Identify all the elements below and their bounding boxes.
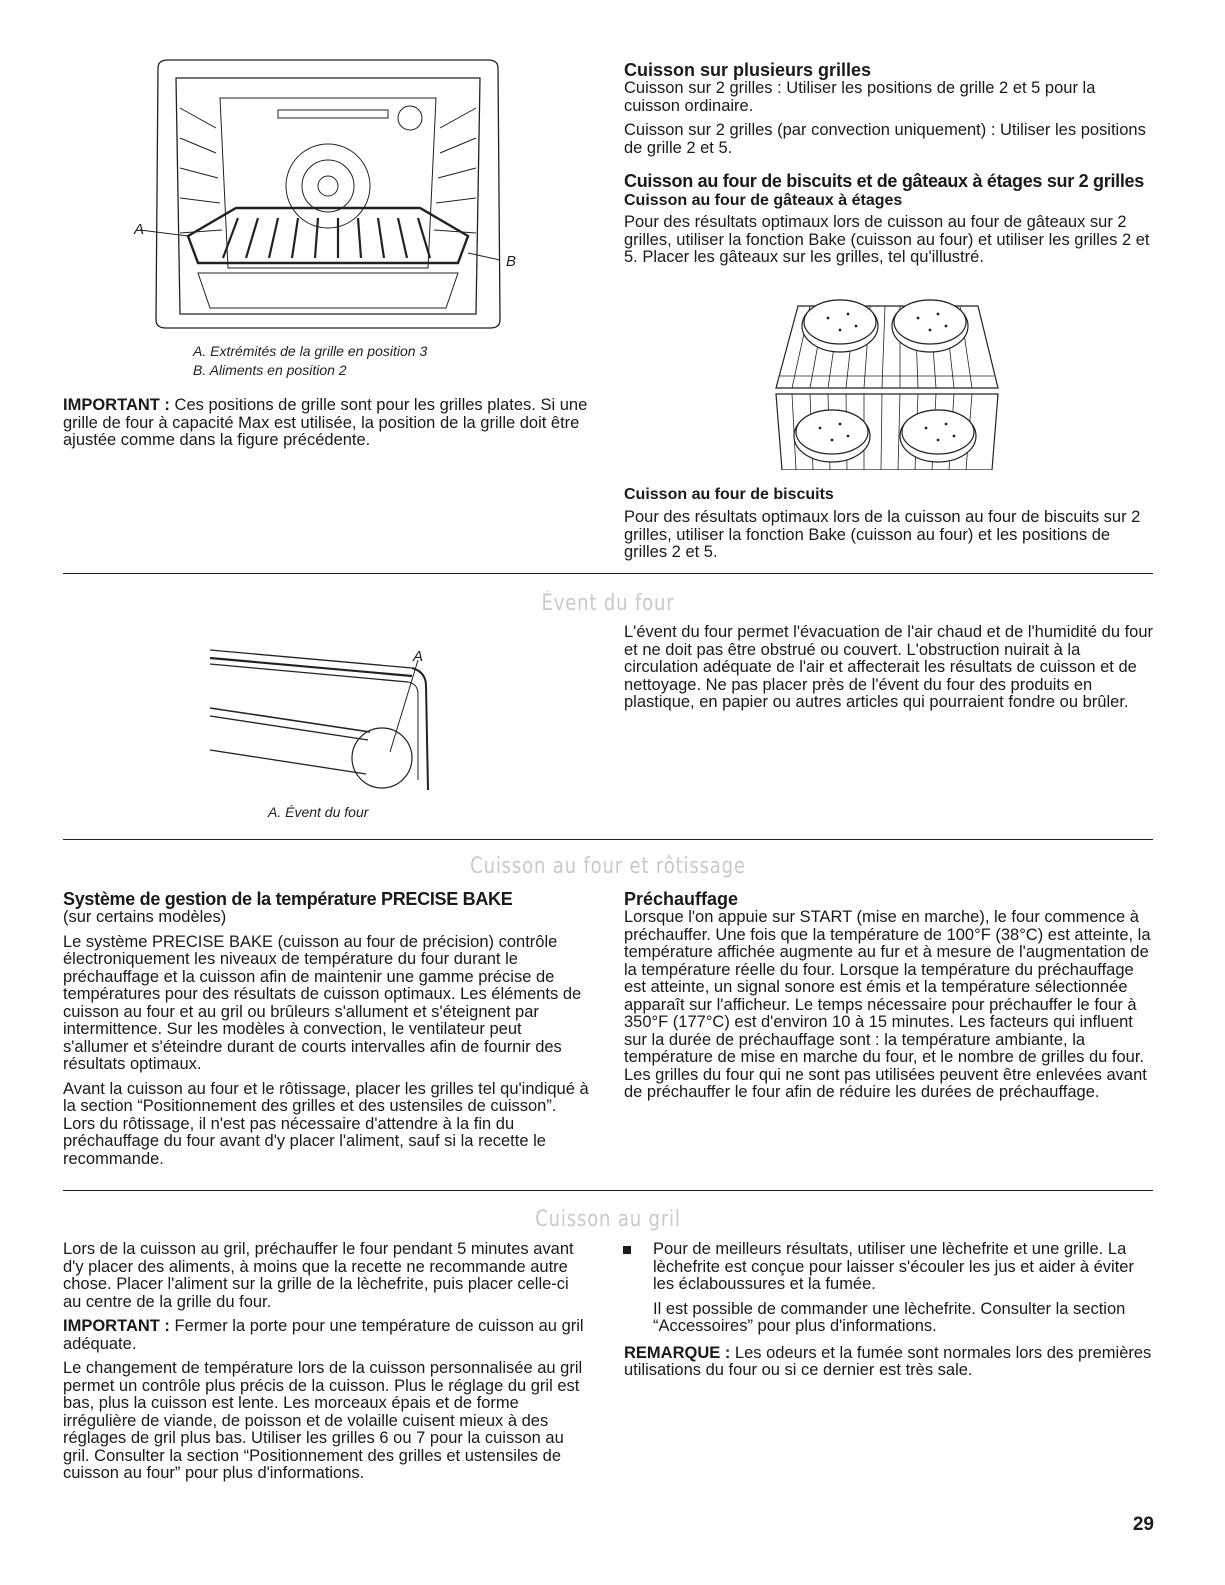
- vent-figure-label-a: A: [413, 648, 424, 665]
- oven-figure-caption-a: A. Extrémités de la grille en position 3: [193, 343, 428, 359]
- divider: [63, 573, 1153, 574]
- multi-rack-p2: Cuisson sur 2 grilles (par convection uniquement) : Utiliser les positions de grille 2 et 5.: [624, 121, 1146, 157]
- preheat-title: Préchauffage: [624, 889, 739, 909]
- broil-right-column: [619, 1241, 1154, 1380]
- broil-p1: Lors de la cuisson au gril, préchauffer le four pendant 5 minutes avant d'y placer des aliments, à moins que la recette ne recommande autre chose. Placer l'aliment sur la grille de la lèchefrite, puis placer celle-ci au centre de la grille du four.: [63, 1240, 574, 1311]
- precise-bake-section: [63, 889, 591, 1168]
- broil-bullet-item: [619, 1241, 1154, 1336]
- divider: [63, 1190, 1153, 1191]
- oven-rack-illustration: [128, 58, 528, 343]
- cookies-section: [624, 485, 1154, 562]
- broil-left-column: [63, 1241, 591, 1483]
- cookies-cakes-title: Cuisson au four de biscuits et de gâteaux à étages sur 2 grilles: [624, 171, 1144, 191]
- bullet-square-icon: [623, 1246, 631, 1254]
- oven-figure-caption-b: B. Aliments en position 2: [193, 362, 347, 378]
- cakes-racks-illustration: [770, 298, 1005, 470]
- baking-section-title: Cuisson au four et rôtissage: [470, 854, 746, 879]
- cakes-subtitle: Cuisson au four de gâteaux à étages: [624, 192, 903, 209]
- figure-label-b: B: [506, 253, 517, 270]
- multi-rack-section: [624, 60, 1154, 267]
- broil-remark-text: Les odeurs et la fumée sont normales lors des premières utilisations du four ou si ce dernier est très sale.: [624, 1343, 1152, 1379]
- cakes-text: Pour des résultats optimaux lors de cuisson au four de gâteaux sur 2 grilles, utiliser la fonction Bake (cuisson au four) et utiliser les grilles 2 et 5. Placer les gâteaux sur les grilles, tel qu'illustré.: [624, 213, 1150, 266]
- figure-label-a: A: [134, 221, 145, 238]
- broil-remark: [619, 1345, 1154, 1380]
- preheat-section: [624, 889, 1154, 1102]
- broil-remark-label: REMARQUE :: [624, 1343, 731, 1362]
- cookies-subtitle: Cuisson au four de biscuits: [624, 486, 834, 503]
- preheat-text: Lorsque l'on appuie sur START (mise en marche), le four commence à préchauffer. Une fois que la température de 100°F (38°C) est atteinte, la température affichée augmente au fur et à mesure de l'augmentation de la température réelle du four. Lorsque la température du préchauffage est atteinte, un signal sonore est émis et la température sélectionnée apparaît sur l'afficheur. Le temps nécessaire pour préchauffer le four à 350°F (177°C) est d'environ 10 à 15 minutes. Les facteurs qui influent sur la durée de préchauffage sont : la température ambiante, la température de mise en marche du four, et le nombre de grilles du four. Les grilles du four qui ne sont pas utilisées peuvent être enlevées avant de préchauffer le four afin de réduire les durées de préchauffage.: [624, 908, 1151, 1101]
- broil-section-title: Cuisson au gril: [535, 1207, 681, 1232]
- broil-p3: Le changement de température lors de la cuisson personnalisée au gril permet un contrôle plus précis de la cuisson. Plus le réglage du gril est bas, plus la cuisson est lente. Les morceaux épais et de forme irrégulière de viande, de poisson et de volaille cuisent mieux à des réglages de gril plus bas. Utiliser les grilles 6 ou 7 pour la cuisson au gril. Consulter la section “Positionnement des grilles et ustensiles de cuisson au four” pour plus d'informations.: [63, 1359, 583, 1482]
- important-label: IMPORTANT :: [63, 396, 170, 414]
- precise-bake-title: Système de gestion de la température PRECISE BAKE: [63, 889, 513, 909]
- broil-bullet-text: Pour de meilleurs résultats, utiliser une lèchefrite et une grille. La lèchefrite est conçue pour laisser s'écouler les jus et aider à éviter les éclaboussures et la fumée.: [653, 1240, 1134, 1293]
- oven-vent-illustration: [190, 640, 450, 800]
- broil-important: [63, 1318, 591, 1353]
- vent-figure-caption: A. Évent du four: [268, 804, 369, 820]
- cookies-text: Pour des résultats optimaux lors de la cuisson au four de biscuits sur 2 grilles, utiliser la fonction Bake (cuisson au four) et les positions de grilles 2 et 5.: [624, 508, 1141, 561]
- vent-section-title: Évent du four: [541, 591, 675, 616]
- important-text: Ces positions de grille sont pour les grilles plates. Si une grille de four à capacité Max est utilisée, la position de la grille doit être ajustée comme dans la figure précédente.: [63, 396, 588, 449]
- precise-bake-note: (sur certains modèles): [63, 908, 227, 926]
- broil-important-text: Fermer la porte pour une température de cuisson au gril adéquate.: [63, 1317, 584, 1353]
- page-number: 29: [1132, 1514, 1154, 1535]
- precise-bake-p2: Avant la cuisson au four et le rôtissage, placer les grilles tel qu'indiqué à la section “Positionnement des grilles et des ustensiles de cuisson”. Lors du rôtissage, il n'est pas nécessaire d'attendre à la fin du préchauffage du four avant d'y placer l'aliment, sauf si la recette le recommande.: [63, 1079, 589, 1168]
- important-rack-note: [63, 397, 588, 450]
- broil-important-label: IMPORTANT :: [63, 1317, 170, 1335]
- precise-bake-p1: Le système PRECISE BAKE (cuisson au four de précision) contrôle électroniquement les niveaux de température du four durant le préchauffage et la cuisson afin de maintenir une gamme précise de températures pour des résultats de cuisson optimaux. Les éléments de cuisson au four et au gril ou brûleurs s'allument et s'éteignent par intermittence. Sur les modèles à convection, le ventilateur peut s'allumer et s'éteindre durant de courts intervalles afin de fournir des résultats optimaux.: [63, 932, 582, 1073]
- divider: [63, 839, 1153, 840]
- vent-text: L'évent du four permet l'évacuation de l'air chaud et de l'humidité du four et ne doit pas être obstrué ou couvert. L'obstruction nuirait à la circulation adéquate de l'air et affecterait les résultats de cuisson et de nettoyage. Ne pas placer près de l'évent du four des produits en plastique, en papier ou autres articles qui pourraient fondre ou brûler.: [624, 623, 1154, 711]
- broil-bullet-subtext: Il est possible de commander une lèchefrite. Consulter la section “Accessoires” pour plus d'informations.: [653, 1299, 1126, 1335]
- multi-rack-title: Cuisson sur plusieurs grilles: [624, 60, 872, 80]
- multi-rack-p1: Cuisson sur 2 grilles : Utiliser les positions de grille 2 et 5 pour la cuisson ordinaire.: [624, 79, 1096, 115]
